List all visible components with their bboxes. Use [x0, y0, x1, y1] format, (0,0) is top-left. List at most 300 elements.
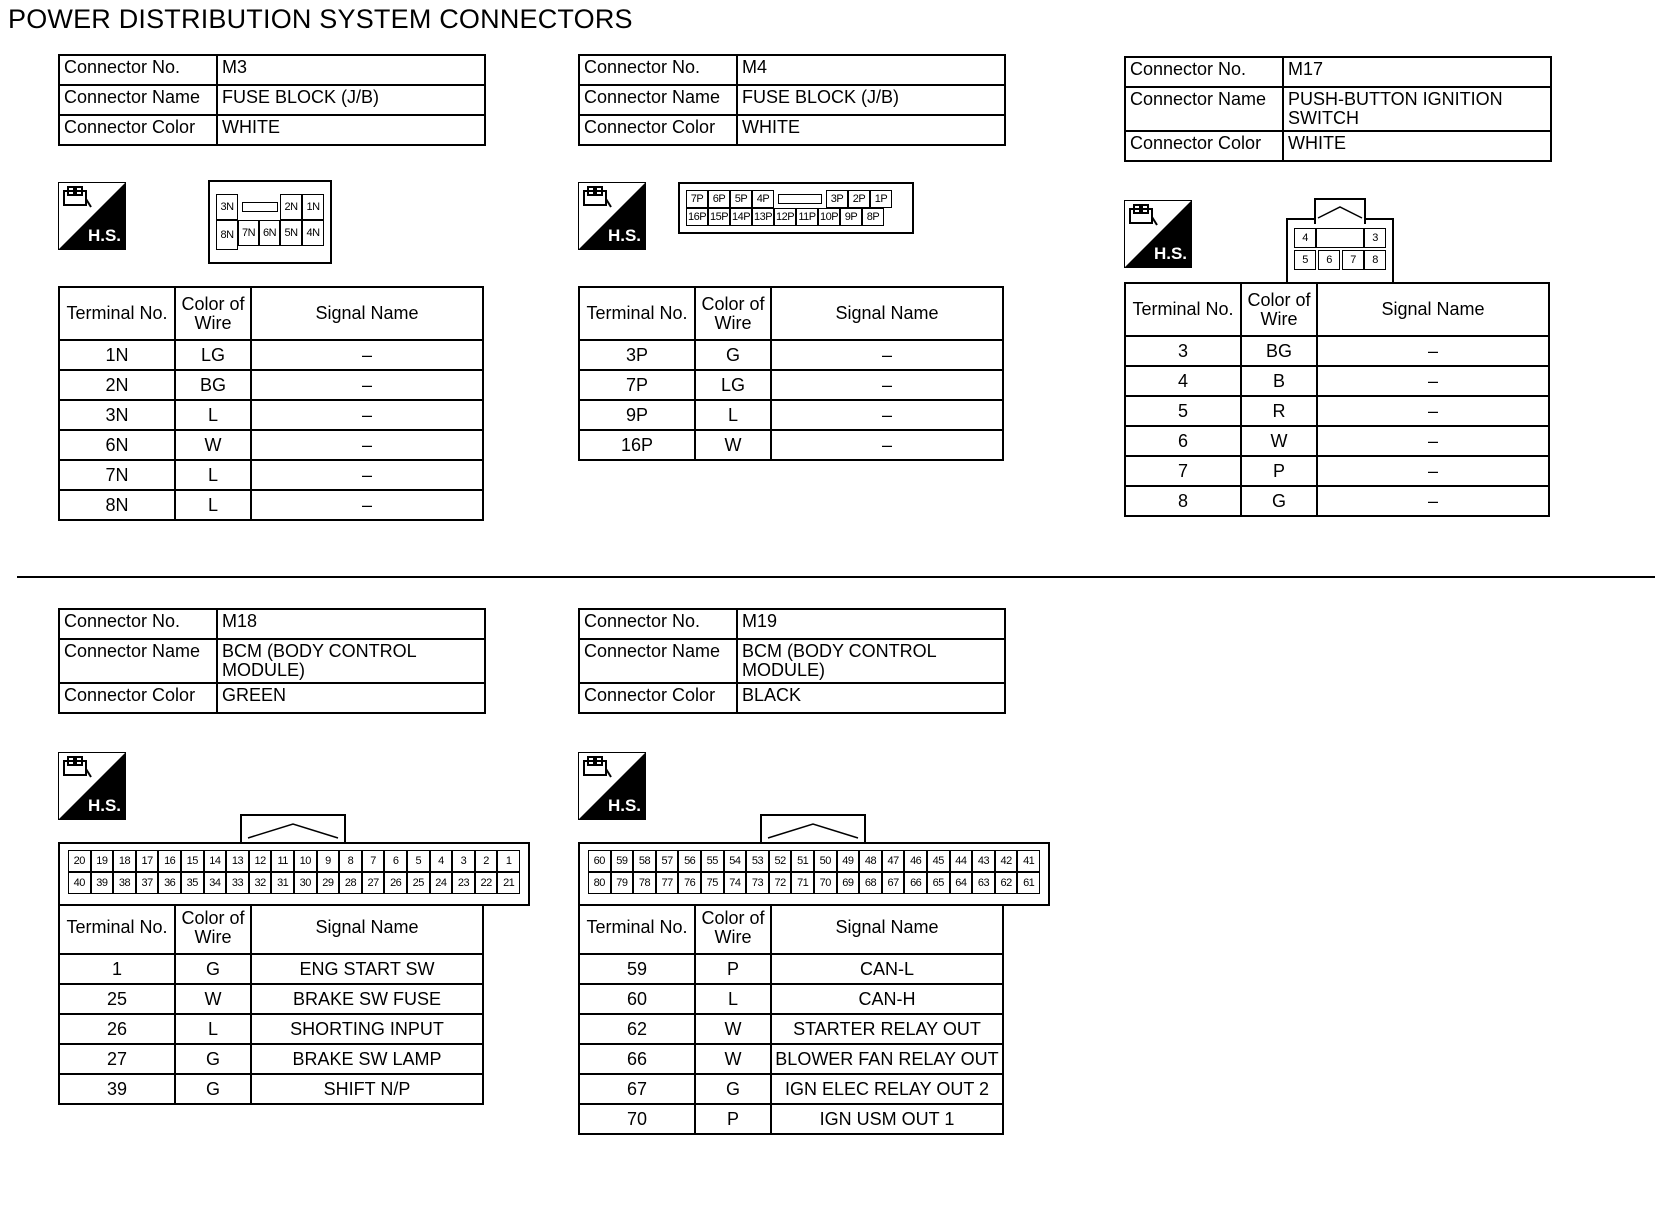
pin-5: 5 [1294, 250, 1316, 270]
connector-name-value: FUSE BLOCK (J/B) [217, 85, 485, 115]
pin-27: 27 [362, 872, 385, 894]
pin-6p: 6P [708, 190, 730, 208]
harness-side-badge [578, 182, 646, 250]
pin-77: 77 [656, 872, 679, 894]
connector-no-value: M3 [217, 55, 485, 85]
wire-color-cell: P [695, 1104, 771, 1134]
pin-1p: 1P [870, 190, 892, 208]
table-row [59, 1014, 483, 1044]
pin-68: 68 [859, 872, 882, 894]
pin-42: 42 [995, 850, 1018, 872]
connector-name-value: BCM (BODY CONTROL MODULE) [737, 639, 1005, 683]
pin-70: 70 [814, 872, 837, 894]
pin-13p: 13P [752, 208, 774, 226]
terminal-table [578, 900, 1004, 1135]
pin-44: 44 [950, 850, 973, 872]
pin-76: 76 [678, 872, 701, 894]
pin-55: 55 [701, 850, 724, 872]
header-signal-name: Signal Name [771, 901, 1003, 954]
pin-4: 4 [1294, 228, 1316, 248]
signal-cell: – [1317, 486, 1549, 516]
signal-cell: BLOWER FAN RELAY OUT [771, 1044, 1003, 1074]
table-row [59, 400, 483, 430]
wire-color-cell: G [695, 1074, 771, 1104]
pin-46: 46 [904, 850, 927, 872]
terminal-cell: 2N [59, 370, 175, 400]
pin-19: 19 [91, 850, 114, 872]
connector-color-value: BLACK [737, 683, 1005, 713]
signal-cell: IGN ELEC RELAY OUT 2 [771, 1074, 1003, 1104]
pin-52: 52 [769, 850, 792, 872]
label-connector-no: Connector No. [579, 609, 737, 639]
terminal-cell: 27 [59, 1044, 175, 1074]
wire-color-cell: W [695, 430, 771, 460]
pin-32: 32 [249, 872, 272, 894]
pin-4n: 4N [302, 220, 324, 246]
signal-cell: CAN-H [771, 984, 1003, 1014]
table-row [59, 1044, 483, 1074]
terminal-cell: 59 [579, 954, 695, 984]
pin-26: 26 [384, 872, 407, 894]
wire-color-cell: P [695, 954, 771, 984]
label-connector-name: Connector Name [579, 85, 737, 115]
pin-79: 79 [611, 872, 634, 894]
terminal-cell: 60 [579, 984, 695, 1014]
pin-43: 43 [972, 850, 995, 872]
pin-5: 5 [407, 850, 430, 872]
table-row [579, 1104, 1003, 1134]
pin-65: 65 [927, 872, 950, 894]
pin-58: 58 [633, 850, 656, 872]
terminal-cell: 67 [579, 1074, 695, 1104]
terminal-cell: 26 [59, 1014, 175, 1044]
wire-color-cell: W [175, 430, 251, 460]
connector-icon [582, 185, 612, 211]
pin-74: 74 [724, 872, 747, 894]
pin-36: 36 [158, 872, 181, 894]
table-row [59, 370, 483, 400]
signal-cell: BRAKE SW FUSE [251, 984, 483, 1014]
pin-35: 35 [181, 872, 204, 894]
connector-face-m19 [578, 814, 1050, 908]
wire-color-cell: L [175, 1014, 251, 1044]
table-row [59, 430, 483, 460]
pin-66: 66 [904, 872, 927, 894]
pin-53: 53 [746, 850, 769, 872]
table-row [1125, 456, 1549, 486]
terminal-cell: 6N [59, 430, 175, 460]
pin-25: 25 [407, 872, 430, 894]
pin-45: 45 [927, 850, 950, 872]
terminal-cell: 7N [59, 460, 175, 490]
header-color-of-wire: Color of Wire [695, 287, 771, 340]
signal-cell: – [1317, 366, 1549, 396]
label-connector-color: Connector Color [1125, 131, 1283, 161]
pin-51: 51 [791, 850, 814, 872]
signal-cell: – [771, 340, 1003, 370]
wire-color-cell: G [175, 1044, 251, 1074]
terminal-cell: 8 [1125, 486, 1241, 516]
pin-73: 73 [746, 872, 769, 894]
connector-face-m17 [1286, 198, 1394, 284]
pin-34: 34 [204, 872, 227, 894]
header-signal-name: Signal Name [251, 901, 483, 954]
table-row [579, 340, 1003, 370]
connector-info-table [58, 608, 486, 714]
pin-30: 30 [294, 872, 317, 894]
harness-side-badge [578, 752, 646, 820]
pin-60: 60 [588, 850, 611, 872]
connector-info-table [578, 54, 1006, 146]
pin-13: 13 [226, 850, 249, 872]
pin-3p: 3P [826, 190, 848, 208]
table-row [579, 370, 1003, 400]
pin-10: 10 [294, 850, 317, 872]
connector-no-value: M19 [737, 609, 1005, 639]
table-row [59, 340, 483, 370]
pin-21: 21 [497, 872, 520, 894]
connector-info-table [1124, 56, 1552, 162]
pin-39: 39 [91, 872, 114, 894]
pin-41: 41 [1017, 850, 1040, 872]
label-connector-no: Connector No. [59, 55, 217, 85]
pin-72: 72 [769, 872, 792, 894]
pin-20: 20 [68, 850, 91, 872]
cavity-blank [1316, 228, 1364, 248]
pin-31: 31 [271, 872, 294, 894]
lock-chevron [1316, 204, 1364, 220]
pin-7: 7 [362, 850, 385, 872]
pin-3n: 3N [216, 194, 238, 220]
wire-color-cell: G [1241, 486, 1317, 516]
signal-cell: – [1317, 336, 1549, 366]
label-connector-color: Connector Color [579, 683, 737, 713]
terminal-cell: 4 [1125, 366, 1241, 396]
terminal-cell: 62 [579, 1014, 695, 1044]
pin-6: 6 [1318, 250, 1340, 270]
pin-7p: 7P [686, 190, 708, 208]
pin-54: 54 [724, 850, 747, 872]
connector-icon [1128, 203, 1158, 229]
label-connector-name: Connector Name [59, 85, 217, 115]
terminal-cell: 3P [579, 340, 695, 370]
connector-color-value: GREEN [217, 683, 485, 713]
lock-chevron [246, 820, 340, 840]
pin-11: 11 [271, 850, 294, 872]
signal-cell: – [1317, 456, 1549, 486]
terminal-cell: 3N [59, 400, 175, 430]
pin-7n: 7N [238, 220, 259, 246]
pin-28: 28 [339, 872, 362, 894]
pin-15p: 15P [708, 208, 730, 226]
pin-29: 29 [317, 872, 340, 894]
pin-57: 57 [656, 850, 679, 872]
pin-12p: 12P [774, 208, 796, 226]
table-row [579, 1074, 1003, 1104]
pin-78: 78 [633, 872, 656, 894]
pin-12: 12 [249, 850, 272, 872]
pin-8: 8 [339, 850, 362, 872]
label-connector-color: Connector Color [59, 115, 217, 145]
connector-m19 [578, 608, 1108, 1135]
pin-50: 50 [814, 850, 837, 872]
table-row [579, 1014, 1003, 1044]
connector-color-value: WHITE [217, 115, 485, 145]
terminal-table [1124, 282, 1550, 517]
table-row [579, 984, 1003, 1014]
pin-2p: 2P [848, 190, 870, 208]
pin-9p: 9P [840, 208, 862, 226]
table-row [579, 954, 1003, 984]
terminal-cell: 5 [1125, 396, 1241, 426]
pin-67: 67 [882, 872, 905, 894]
pin-16: 16 [158, 850, 181, 872]
wire-color-cell: LG [175, 340, 251, 370]
latch-slot [242, 202, 278, 212]
terminal-cell: 8N [59, 490, 175, 520]
terminal-cell: 7 [1125, 456, 1241, 486]
signal-cell: SHORTING INPUT [251, 1014, 483, 1044]
header-signal-name: Signal Name [1317, 283, 1549, 336]
pin-22: 22 [475, 872, 498, 894]
pin-2: 2 [475, 850, 498, 872]
header-color-of-wire: Color of Wire [1241, 283, 1317, 336]
label-connector-color: Connector Color [59, 683, 217, 713]
signal-cell: SHIFT N/P [251, 1074, 483, 1104]
header-terminal-no: Terminal No. [1125, 283, 1241, 336]
pin-5p: 5P [730, 190, 752, 208]
pin-9: 9 [317, 850, 340, 872]
pin-10p: 10P [818, 208, 840, 226]
pin-33: 33 [226, 872, 249, 894]
terminal-cell: 3 [1125, 336, 1241, 366]
hs-label: H.S. [607, 226, 641, 245]
hs-label: H.S. [87, 796, 121, 815]
terminal-cell: 16P [579, 430, 695, 460]
signal-cell: – [771, 400, 1003, 430]
table-row [59, 984, 483, 1014]
connector-info-table [58, 54, 486, 146]
hs-label: H.S. [1153, 244, 1187, 263]
pin-49: 49 [837, 850, 860, 872]
table-row [1125, 336, 1549, 366]
wire-color-cell: P [1241, 456, 1317, 486]
pin-40: 40 [68, 872, 91, 894]
pin-15: 15 [181, 850, 204, 872]
connector-name-value: BCM (BODY CONTROL MODULE) [217, 639, 485, 683]
table-row [579, 1044, 1003, 1074]
pin-16p: 16P [686, 208, 708, 226]
table-row [59, 490, 483, 520]
table-row [59, 460, 483, 490]
signal-cell: ENG START SW [251, 954, 483, 984]
label-connector-color: Connector Color [579, 115, 737, 145]
pin-56: 56 [678, 850, 701, 872]
label-connector-name: Connector Name [59, 639, 217, 683]
signal-cell: CAN-L [771, 954, 1003, 984]
pin-63: 63 [972, 872, 995, 894]
pin-59: 59 [611, 850, 634, 872]
wire-color-cell: W [1241, 426, 1317, 456]
wire-color-cell: BG [175, 370, 251, 400]
connector-m4 [578, 54, 1108, 461]
terminal-cell: 25 [59, 984, 175, 1014]
pin-75: 75 [701, 872, 724, 894]
terminal-cell: 39 [59, 1074, 175, 1104]
pin-71: 71 [791, 872, 814, 894]
table-row [1125, 366, 1549, 396]
signal-cell: – [251, 430, 483, 460]
pin-48: 48 [859, 850, 882, 872]
table-row [1125, 396, 1549, 426]
signal-cell: – [251, 460, 483, 490]
pin-4: 4 [430, 850, 453, 872]
section-divider [17, 576, 1655, 578]
connector-m18 [58, 608, 588, 1105]
label-connector-no: Connector No. [1125, 57, 1283, 87]
connector-no-value: M17 [1283, 57, 1551, 87]
header-color-of-wire: Color of Wire [695, 901, 771, 954]
wire-color-cell: B [1241, 366, 1317, 396]
connector-no-value: M18 [217, 609, 485, 639]
connector-icon [62, 185, 92, 211]
terminal-table [58, 900, 484, 1105]
signal-cell: IGN USM OUT 1 [771, 1104, 1003, 1134]
connector-m17 [1124, 56, 1654, 517]
pin-8n: 8N [216, 220, 238, 250]
pin-64: 64 [950, 872, 973, 894]
header-terminal-no: Terminal No. [59, 287, 175, 340]
wire-color-cell: W [695, 1044, 771, 1074]
header-terminal-no: Terminal No. [59, 901, 175, 954]
connector-color-value: WHITE [1283, 131, 1551, 161]
terminal-cell: 70 [579, 1104, 695, 1134]
wire-color-cell: L [695, 984, 771, 1014]
terminal-cell: 9P [579, 400, 695, 430]
label-connector-name: Connector Name [579, 639, 737, 683]
terminal-cell: 6 [1125, 426, 1241, 456]
pin-23: 23 [452, 872, 475, 894]
connector-icon [582, 755, 612, 781]
pin-62: 62 [995, 872, 1018, 894]
pin-3: 3 [452, 850, 475, 872]
table-row [59, 954, 483, 984]
pin-8p: 8P [862, 208, 884, 226]
terminal-cell: 1 [59, 954, 175, 984]
terminal-cell: 7P [579, 370, 695, 400]
pin-18: 18 [113, 850, 136, 872]
connector-face-m3 [208, 180, 332, 264]
header-terminal-no: Terminal No. [579, 901, 695, 954]
label-connector-no: Connector No. [59, 609, 217, 639]
wire-color-cell: G [695, 340, 771, 370]
label-connector-name: Connector Name [1125, 87, 1283, 131]
connector-icon [62, 755, 92, 781]
pin-37: 37 [136, 872, 159, 894]
wire-color-cell: G [175, 1074, 251, 1104]
signal-cell: – [251, 490, 483, 520]
label-connector-no: Connector No. [579, 55, 737, 85]
table-row [59, 1074, 483, 1104]
signal-cell: – [771, 430, 1003, 460]
wire-color-cell: W [175, 984, 251, 1014]
terminal-cell: 66 [579, 1044, 695, 1074]
header-signal-name: Signal Name [251, 287, 483, 340]
wire-color-cell: LG [695, 370, 771, 400]
header-color-of-wire: Color of Wire [175, 901, 251, 954]
signal-cell: – [251, 340, 483, 370]
pin-2n: 2N [280, 194, 302, 220]
connector-face-m18 [58, 814, 530, 908]
wire-color-cell: W [695, 1014, 771, 1044]
lock-chevron [766, 820, 860, 840]
connector-no-value: M4 [737, 55, 1005, 85]
signal-cell: STARTER RELAY OUT [771, 1014, 1003, 1044]
pin-17: 17 [136, 850, 159, 872]
signal-cell: – [1317, 426, 1549, 456]
table-row [579, 430, 1003, 460]
connector-color-value: WHITE [737, 115, 1005, 145]
pin-11p: 11P [796, 208, 818, 226]
pin-80: 80 [588, 872, 611, 894]
pin-61: 61 [1017, 872, 1040, 894]
pin-14p: 14P [730, 208, 752, 226]
pin-14: 14 [204, 850, 227, 872]
pin-3: 3 [1364, 228, 1386, 248]
header-signal-name: Signal Name [771, 287, 1003, 340]
signal-cell: BRAKE SW LAMP [251, 1044, 483, 1074]
pin-1n: 1N [302, 194, 324, 220]
wire-color-cell: L [695, 400, 771, 430]
wire-color-cell: G [175, 954, 251, 984]
harness-side-badge [58, 182, 126, 250]
pin-4p: 4P [752, 190, 774, 208]
pin-6n: 6N [259, 220, 280, 246]
connector-m3 [58, 54, 588, 521]
harness-side-badge [1124, 200, 1192, 268]
signal-cell: – [1317, 396, 1549, 426]
pin-6: 6 [384, 850, 407, 872]
hs-label: H.S. [87, 226, 121, 245]
page-title: POWER DISTRIBUTION SYSTEM CONNECTORS [8, 4, 633, 34]
signal-cell: – [251, 370, 483, 400]
terminal-table [58, 286, 484, 521]
pin-7: 7 [1342, 250, 1364, 270]
pin-69: 69 [837, 872, 860, 894]
signal-cell: – [251, 400, 483, 430]
pin-47: 47 [882, 850, 905, 872]
pin-38: 38 [113, 872, 136, 894]
header-color-of-wire: Color of Wire [175, 287, 251, 340]
harness-side-badge [58, 752, 126, 820]
header-terminal-no: Terminal No. [579, 287, 695, 340]
hs-label: H.S. [607, 796, 641, 815]
connector-info-table [578, 608, 1006, 714]
wire-color-cell: BG [1241, 336, 1317, 366]
connector-name-value: FUSE BLOCK (J/B) [737, 85, 1005, 115]
pin-5n: 5N [280, 220, 302, 246]
connector-face-m4 [678, 182, 914, 234]
wire-color-cell: L [175, 490, 251, 520]
signal-cell: – [771, 370, 1003, 400]
latch-slot [778, 194, 822, 204]
terminal-table [578, 286, 1004, 461]
table-row [579, 400, 1003, 430]
wire-color-cell: R [1241, 396, 1317, 426]
connector-name-value: PUSH-BUTTON IGNITION SWITCH [1283, 87, 1551, 131]
wire-color-cell: L [175, 400, 251, 430]
terminal-cell: 1N [59, 340, 175, 370]
